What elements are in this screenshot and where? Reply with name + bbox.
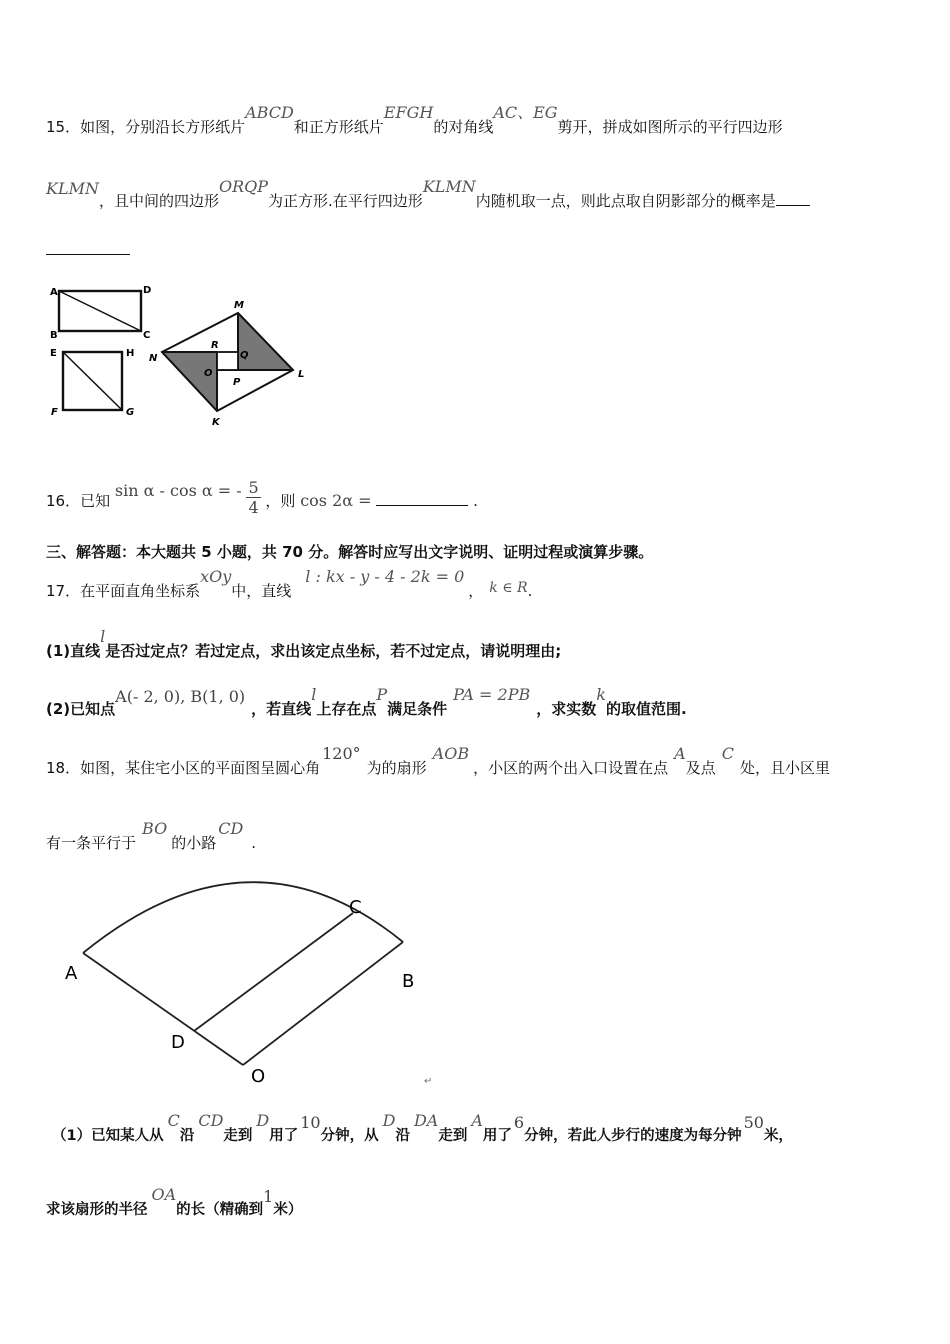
q17-part1-label: (1)直线 <box>46 642 101 660</box>
math-d: D <box>382 1111 396 1130</box>
q15-text: 为正方形.在平行四边形 <box>268 192 423 210</box>
math-ac-eg: AC、EG <box>493 103 558 122</box>
label-o: O <box>251 1066 266 1087</box>
q16-numerator: 5 <box>248 478 259 497</box>
q16-end: . <box>473 492 478 510</box>
label-d: D <box>143 285 152 296</box>
math-orqp: ORQP <box>218 177 269 196</box>
label-c: C <box>349 897 362 918</box>
q18-text: 求该扇形的半径 <box>46 1202 148 1218</box>
q17-line1 <box>46 567 533 601</box>
diagonal-eg <box>63 352 122 410</box>
q17-text: 上存在点 <box>316 700 377 718</box>
q18-text: 沿 <box>395 1128 410 1144</box>
q15-figure <box>46 282 316 432</box>
q17-text: 的取值范围. <box>605 700 687 718</box>
math-10: 10 <box>300 1113 321 1132</box>
label-a: A <box>50 287 58 298</box>
math-6: 6 <box>513 1113 525 1132</box>
q17-text: ， <box>468 582 484 600</box>
q18-part1-line2 <box>46 1185 303 1219</box>
q18-text: ，小区的两个出入口设置在点 <box>473 759 669 777</box>
q15-text: 剪开，拼成如图所示的平行四边形 <box>557 118 783 136</box>
label-b: B <box>50 330 58 341</box>
q15-line2 <box>46 177 810 211</box>
q18-text: 走到 <box>223 1128 253 1144</box>
math-50: 50 <box>743 1113 764 1132</box>
q15-text: 的对角线 <box>433 118 494 136</box>
math-aob: AOB <box>432 744 470 763</box>
math-l: l <box>311 685 317 704</box>
label-d: D <box>171 1032 185 1053</box>
square-orqp <box>217 352 238 370</box>
q18-text: 米） <box>273 1202 303 1218</box>
math-l: l <box>100 627 106 646</box>
q17-text: ，求实数 <box>536 700 597 718</box>
q18-text: 分钟，若此人步行的速度为每分钟 <box>524 1128 742 1144</box>
math-da: DA <box>413 1111 439 1130</box>
radius-ob <box>243 942 403 1065</box>
diagonal-ac <box>59 291 141 331</box>
math-k-in-r: k ∈ R <box>489 580 528 596</box>
q16-fraction <box>246 478 260 517</box>
q15-text: 内随机取一点，则此点取自阴影部分的概率是 <box>475 192 776 210</box>
q17-part1-text: 是否过定点？若过定点，求出该定点坐标，若不过定点，请说明理由; <box>105 642 562 660</box>
q18-text: 走到 <box>438 1128 468 1144</box>
q18-part1-line1 <box>52 1111 793 1145</box>
label-c: C <box>143 330 151 341</box>
q17-text: ，若直线 <box>251 700 312 718</box>
q17-end: . <box>527 582 533 600</box>
label-n: N <box>149 353 158 364</box>
q17-part2 <box>46 685 687 719</box>
math-bo: BO <box>142 819 168 838</box>
math-a: A <box>674 744 686 763</box>
q18-text: 的小路 <box>171 834 217 852</box>
label-k: K <box>212 417 220 428</box>
q16-expr2: cos 2α = <box>300 491 372 510</box>
label-a: A <box>65 963 78 984</box>
q18-text: 的长（精确到 <box>176 1202 264 1218</box>
math-abcd: ABCD <box>245 103 294 122</box>
math-line-eq: l : kx - y - 4 - 2k = 0 <box>305 567 465 586</box>
math-efgh: EFGH <box>383 103 434 122</box>
math-120deg: 120° <box>322 744 361 763</box>
q18-text: 18．如图，某住宅小区的平面图呈圆心角 <box>46 759 321 777</box>
q18-end: . <box>251 834 257 852</box>
answer-blank-cont <box>46 254 130 255</box>
q16-text: ，则 <box>265 492 296 510</box>
math-c: C <box>721 744 734 763</box>
answer-blank <box>376 505 468 506</box>
q16-text: 16．已知 <box>46 492 111 510</box>
q18-text: 米， <box>763 1128 793 1144</box>
q18-line1 <box>46 744 830 778</box>
path-cd <box>194 913 353 1031</box>
q18-text: 分钟，从 <box>320 1128 379 1144</box>
math-oa: OA <box>151 1185 177 1204</box>
q15-text: 和正方形纸片 <box>293 118 384 136</box>
label-g: G <box>126 407 135 418</box>
math-p: P <box>376 685 388 704</box>
q15-line1 <box>46 103 783 137</box>
q18-text: 处，且小区里 <box>739 759 830 777</box>
math-cd: CD <box>198 1111 224 1130</box>
label-p: P <box>233 377 241 388</box>
math-d: D <box>256 1111 270 1130</box>
math-c: C <box>167 1111 180 1130</box>
q18-sector-figure <box>50 872 433 1087</box>
label-r: R <box>211 340 219 351</box>
label-q: Q <box>240 350 249 361</box>
q18-text: 为的扇形 <box>366 759 427 777</box>
math-klmn: KLMN <box>422 177 476 196</box>
q18-text: 及点 <box>685 759 716 777</box>
label-m: M <box>234 300 244 311</box>
label-f: F <box>51 407 58 418</box>
q17-part1 <box>46 627 562 661</box>
math-1: 1 <box>263 1187 274 1206</box>
paragraph-marker: ↵ <box>424 1076 433 1087</box>
label-b: B <box>402 971 415 992</box>
q15-text: ，且中间的四边形 <box>98 192 219 210</box>
q18-text: （1）已知某人从 <box>52 1128 164 1144</box>
answer-blank <box>776 205 810 206</box>
q18-text: 有一条平行于 <box>46 834 137 852</box>
math-points: A(- 2, 0), B(1, 0) <box>115 687 246 706</box>
q17-text: 17．在平面直角坐标系 <box>46 582 201 600</box>
q18-text: 用了 <box>269 1128 299 1144</box>
q18-line2 <box>46 819 257 853</box>
q15-text: 15．如图，分别沿长方形纸片 <box>46 118 246 136</box>
q16-denominator: 4 <box>248 498 259 517</box>
math-cd: CD <box>218 819 244 838</box>
label-l: L <box>298 369 305 380</box>
q18-text: 沿 <box>179 1128 195 1144</box>
label-e: E <box>50 348 57 359</box>
q18-text: 用了 <box>482 1128 512 1144</box>
q17-text: 中，直线 <box>231 582 292 600</box>
math-a: A <box>471 1111 483 1130</box>
label-o: O <box>204 368 213 379</box>
section-heading: 三、解答题：本大题共 5 小题，共 70 分。解答时应写出文字说明、证明过程或演算步骤。 <box>46 543 654 561</box>
q17-text: 满足条件 <box>387 700 448 718</box>
q16-line <box>46 478 478 521</box>
math-k: k <box>596 685 606 704</box>
math-xoy: xOy <box>200 567 232 586</box>
math-pa-2pb: PA = 2PB <box>453 685 531 704</box>
q16-expr1: sin α - cos α = - <box>114 481 242 500</box>
radius-oa <box>83 953 243 1065</box>
q17-part2-label: (2)已知点 <box>46 700 116 718</box>
math-klmn: KLMN <box>46 179 99 198</box>
label-h: H <box>126 348 135 359</box>
